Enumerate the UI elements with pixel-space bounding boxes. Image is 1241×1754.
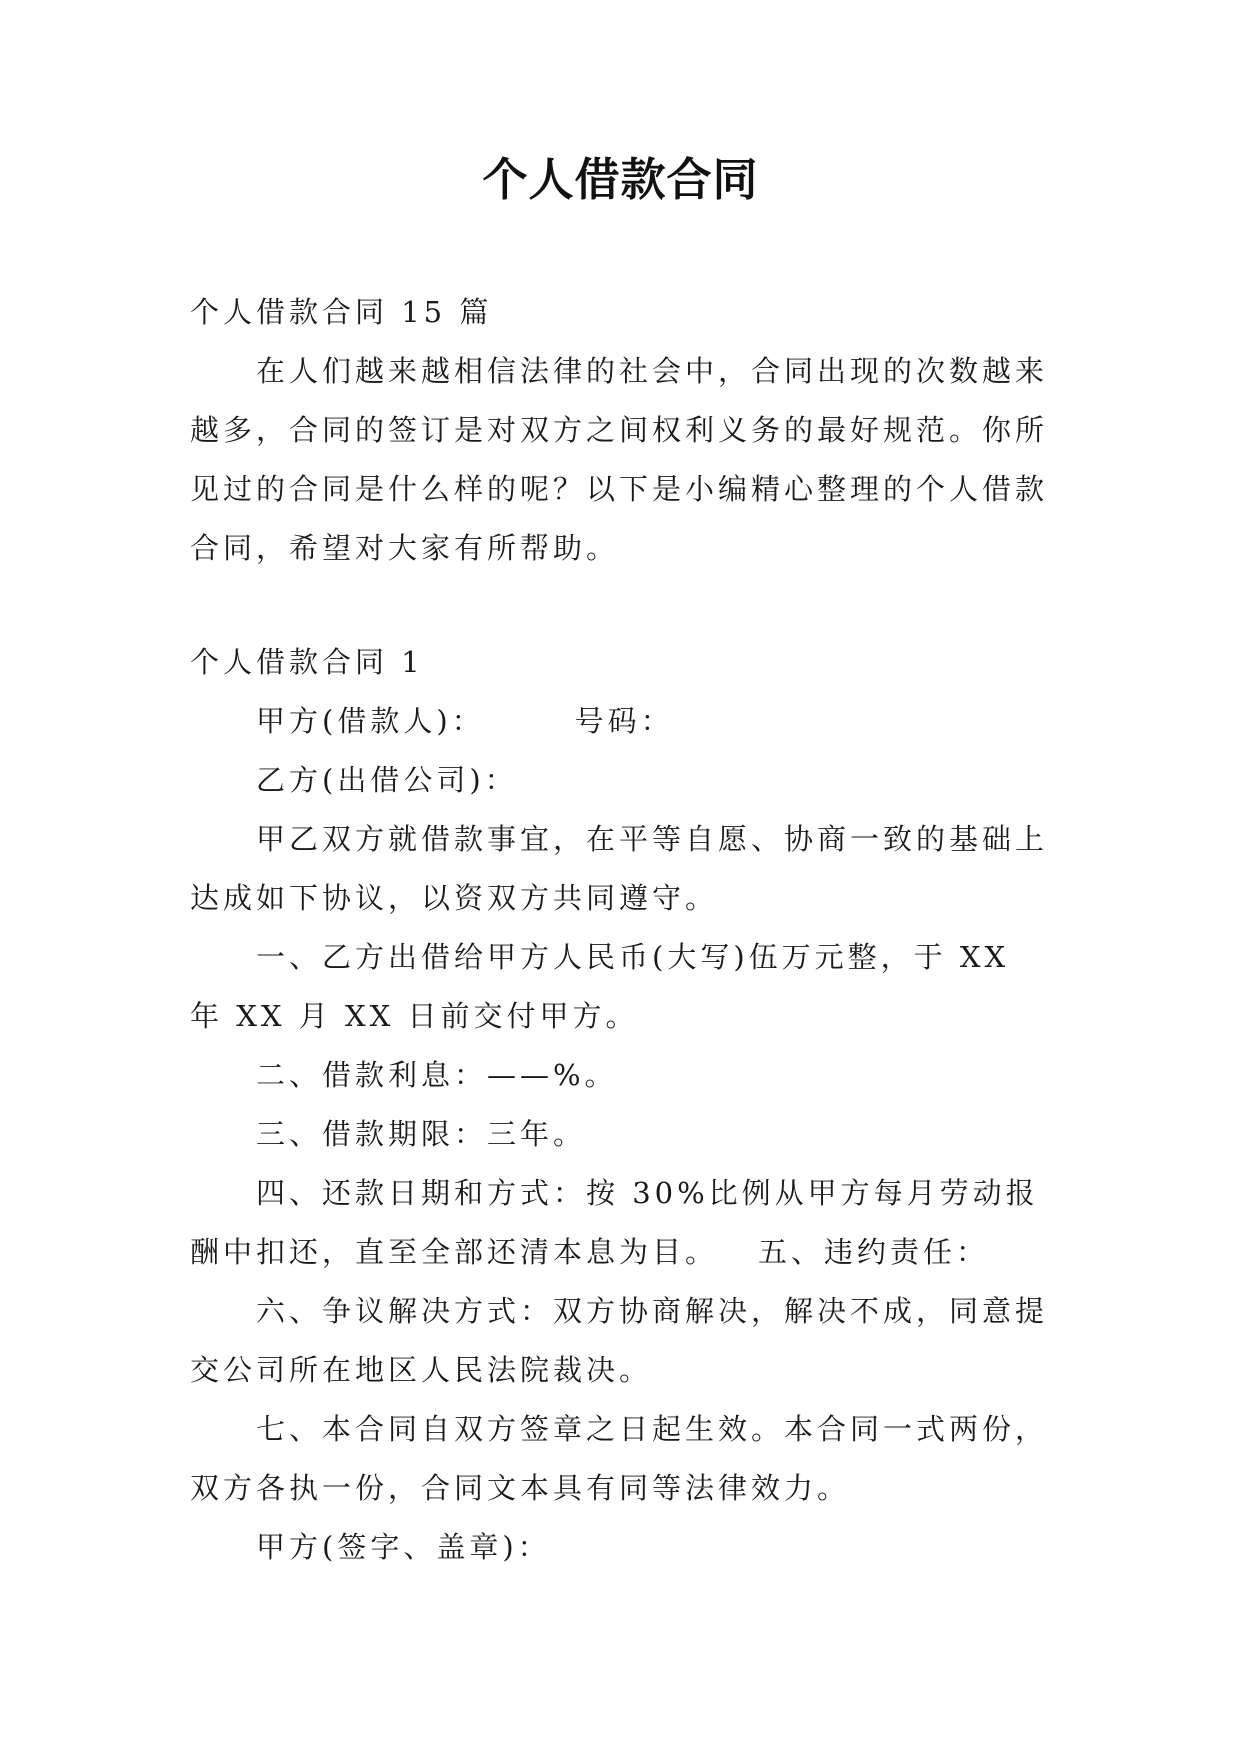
clause-4-5 bbox=[190, 1164, 1050, 1282]
clause-2: 二、借款利息：——%。 bbox=[256, 1058, 618, 1092]
intro-paragraph: 在人们越来越相信法律的社会中，合同出现的次数越来越多，合同的签订是对双方之间权利义务的最好规范。你所见过的合同是什么样的呢？以下是小编精心整理的个人借款合同，希望对大家有所帮助。 bbox=[190, 354, 1049, 565]
agreement-intro: 甲乙双方就借款事宜，在平等自愿、协商一致的基础上达成如下协议，以资双方共同遵守。 bbox=[190, 822, 1049, 915]
clause-3: 三、借款期限：三年。 bbox=[256, 1117, 587, 1151]
party-a-line bbox=[190, 692, 1050, 751]
subtitle: 个人借款合同 15 篇 bbox=[190, 295, 493, 329]
clause-4: 四、还款日期和方式：按 30%比例从甲方每月劳动报酬中扣还，直至全部还清本息为目。 bbox=[190, 1176, 1039, 1269]
clause-6: 六、争议解决方式：双方协商解决，解决不成，同意提交公司所在地区人民法院裁决。 bbox=[190, 1294, 1049, 1387]
clause-7: 七、本合同自双方签章之日起生效。本合同一式两份，双方各执一份，合同文本具有同等法律效力。 bbox=[190, 1412, 1049, 1505]
document-title: 个人借款合同 bbox=[482, 153, 759, 206]
section-spacer bbox=[190, 578, 1050, 633]
clause-5: 五、违约责任： bbox=[758, 1235, 990, 1269]
section-heading: 个人借款合同 1 bbox=[190, 645, 424, 679]
document-body bbox=[190, 283, 1050, 1577]
party-b-label: 乙方(出借公司)： bbox=[256, 763, 518, 797]
clause-1: 一、乙方出借给甲方人民币(大写)伍万元整，于 XX 年 XX 月 XX 日前交付甲方。 bbox=[190, 940, 1010, 1033]
party-a-label: 甲方(借款人)： bbox=[256, 704, 485, 738]
number-label: 号码： bbox=[574, 704, 674, 738]
signature-party-a: 甲方(签字、盖章)： bbox=[256, 1530, 551, 1564]
